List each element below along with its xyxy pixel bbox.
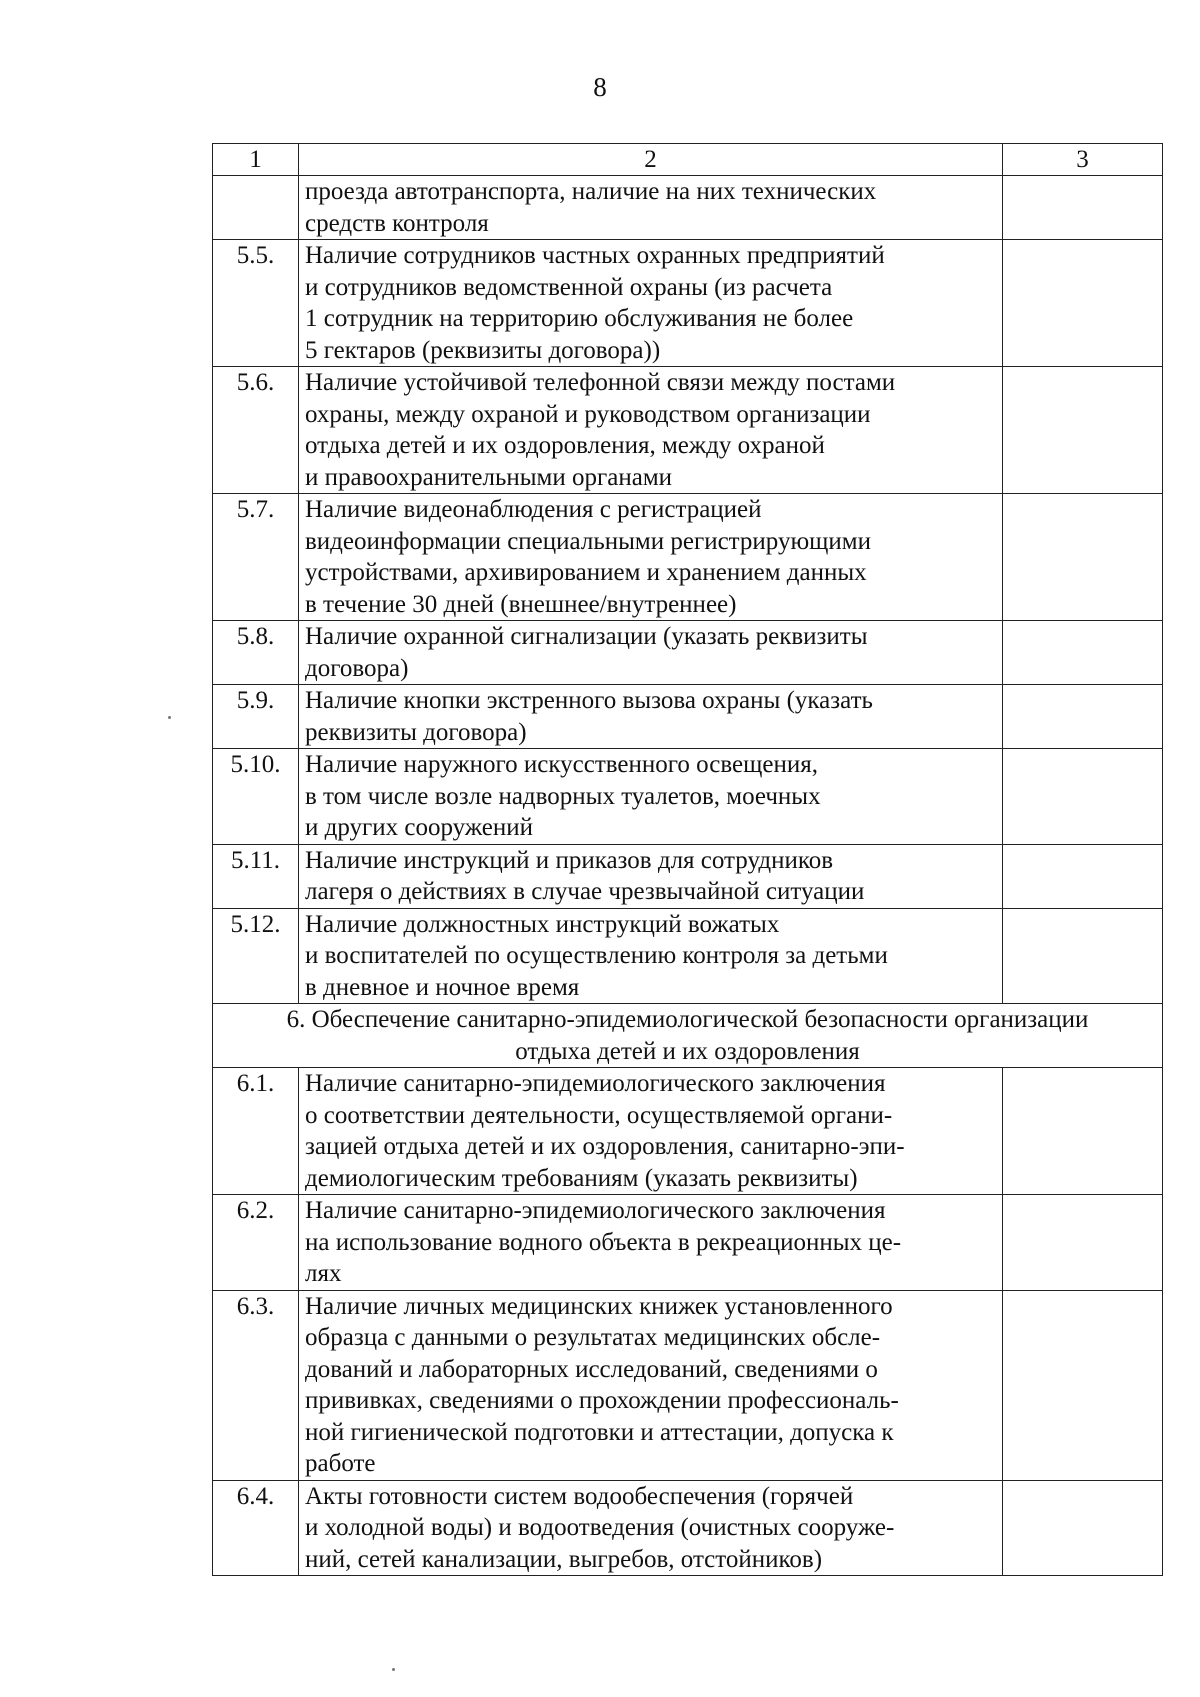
item-number: 6.4. xyxy=(213,1480,299,1576)
item-description-line: зацией отдыха детей и их оздоровления, санитарно-эпи- xyxy=(305,1133,905,1160)
table-row xyxy=(213,685,1163,749)
item-description-line: ной гигиенической подготовки и аттестации, допуска к xyxy=(305,1418,894,1446)
item-number: 5.7. xyxy=(213,494,299,621)
item-number: 5.6. xyxy=(213,367,299,494)
item-description-line: Наличие санитарно-эпидемиологического заключения xyxy=(305,1070,886,1097)
item-description-line: Наличие наружного искусственного освещения, xyxy=(305,751,818,778)
header-col-3: 3 xyxy=(1003,144,1163,176)
item-description xyxy=(299,1195,1003,1291)
item-description-line: Наличие личных медицинских книжек установленного xyxy=(305,1292,893,1320)
scan-speck xyxy=(168,716,171,719)
item-description xyxy=(299,908,1003,1004)
item-number xyxy=(213,176,299,240)
item-description-line: о соответствии деятельности, осуществляемой органи- xyxy=(305,1101,893,1129)
item-description-line: проезда автотранспорта, наличие на них технических xyxy=(305,178,877,205)
item-description-line: устройствами, архивированием и хранением данных xyxy=(305,559,867,586)
item-description-line: дований и лабораторных исследований, сведениями о xyxy=(305,1355,878,1383)
item-description xyxy=(299,1290,1003,1480)
item-value-cell xyxy=(1003,621,1163,685)
item-value-cell xyxy=(1003,844,1163,908)
item-number: 5.12. xyxy=(213,908,299,1004)
table-row xyxy=(213,367,1163,494)
scan-speck xyxy=(392,1668,395,1671)
item-number: 5.11. xyxy=(213,844,299,908)
item-value-cell xyxy=(1003,1068,1163,1195)
item-description-line: Наличие устойчивой телефонной связи между постами xyxy=(305,369,896,396)
table-row xyxy=(213,749,1163,845)
item-description-line: реквизиты договора) xyxy=(305,718,527,746)
item-description-line: охраны, между охраной и руководством организации xyxy=(305,400,871,428)
item-description-line: Наличие санитарно-эпидемиологического заключения xyxy=(305,1197,886,1224)
header-col-1: 1 xyxy=(213,144,299,176)
item-description-line: Наличие должностных инструкций вожатых xyxy=(305,910,780,938)
item-description-line: в течение 30 дней (внешнее/внутреннее) xyxy=(305,590,737,618)
item-description-line: Наличие кнопки экстренного вызова охраны (указать xyxy=(305,687,873,714)
item-number: 6.2. xyxy=(213,1195,299,1291)
item-description xyxy=(299,240,1003,367)
item-description-line: и правоохранительными органами xyxy=(305,463,673,491)
item-description xyxy=(299,1068,1003,1195)
item-value-cell xyxy=(1003,749,1163,845)
item-value-cell xyxy=(1003,240,1163,367)
item-description-line: видеоинформации специальными регистрирующими xyxy=(305,527,871,555)
header-col-2: 2 xyxy=(299,144,1003,176)
table-row xyxy=(213,494,1163,621)
item-description xyxy=(299,494,1003,621)
item-number: 6.1. xyxy=(213,1068,299,1195)
item-value-cell xyxy=(1003,1290,1163,1480)
table-row xyxy=(213,1195,1163,1291)
item-description-line: Наличие сотрудников частных охранных предприятий xyxy=(305,242,885,269)
item-value-cell xyxy=(1003,1195,1163,1291)
item-description xyxy=(299,1480,1003,1576)
item-value-cell xyxy=(1003,176,1163,240)
item-description-line: Наличие видеонаблюдения с регистрацией xyxy=(305,496,762,523)
item-description-line: Наличие охранной сигнализации (указать реквизиты xyxy=(305,623,868,650)
item-description xyxy=(299,621,1003,685)
section-heading-line: 6. Обеспечение санитарно-эпидемиологической безопасности организации xyxy=(286,1006,1089,1033)
item-description-line: и холодной воды) и водоотведения (очистных сооруже- xyxy=(305,1514,895,1541)
table-row xyxy=(213,621,1163,685)
item-description-line: 5 гектаров (реквизиты договора)) xyxy=(305,336,661,364)
item-description-line: договора) xyxy=(305,654,409,682)
table-row xyxy=(213,1290,1163,1480)
page-number: 8 xyxy=(593,72,607,102)
item-description-line: и сотрудников ведомственной охраны (из расчета xyxy=(305,273,833,301)
item-description xyxy=(299,749,1003,845)
item-value-cell xyxy=(1003,908,1163,1004)
item-description-line: лагеря о действиях в случае чрезвычайной ситуации xyxy=(305,878,865,905)
item-description-line: на использование водного объекта в рекреационных це- xyxy=(305,1228,902,1256)
table-row xyxy=(213,1480,1163,1576)
item-number: 6.3. xyxy=(213,1290,299,1480)
item-description-line: демиологическим требованиям (указать реквизиты) xyxy=(305,1164,858,1192)
item-description xyxy=(299,176,1003,240)
section-heading-row xyxy=(213,1004,1163,1068)
item-description-line: средств контроля xyxy=(305,209,489,237)
table-row xyxy=(213,240,1163,367)
section-heading-line: отдыха детей и их оздоровления xyxy=(515,1037,860,1065)
item-description-line: образца с данными о результатах медицинских обсле- xyxy=(305,1324,881,1351)
item-description-line: работе xyxy=(305,1450,376,1477)
item-value-cell xyxy=(1003,367,1163,494)
item-description-line: и других сооружений xyxy=(305,814,534,841)
item-number: 5.9. xyxy=(213,685,299,749)
item-number: 5.5. xyxy=(213,240,299,367)
item-description xyxy=(299,844,1003,908)
item-description-line: и воспитателей по осуществлению контроля за детьми xyxy=(305,942,888,969)
section-heading xyxy=(213,1004,1163,1068)
table-row xyxy=(213,844,1163,908)
item-number: 5.8. xyxy=(213,621,299,685)
checklist-table xyxy=(212,143,1163,1576)
item-description-line: лях xyxy=(305,1260,342,1287)
item-description xyxy=(299,367,1003,494)
item-value-cell xyxy=(1003,685,1163,749)
item-description-line: в том числе возле надворных туалетов, моечных xyxy=(305,782,821,810)
table-row xyxy=(213,1068,1163,1195)
table-row xyxy=(213,176,1163,240)
item-value-cell xyxy=(1003,494,1163,621)
item-description-line: Наличие инструкций и приказов для сотрудников xyxy=(305,846,834,874)
item-description-line: в дневное и ночное время xyxy=(305,973,580,1001)
table-row xyxy=(213,908,1163,1004)
item-description-line: 1 сотрудник на территорию обслуживания не более xyxy=(305,305,854,332)
item-description xyxy=(299,685,1003,749)
item-value-cell xyxy=(1003,1480,1163,1576)
item-description-line: Акты готовности систем водообеспечения (горячей xyxy=(305,1482,854,1510)
table-header-row xyxy=(213,144,1163,176)
item-description-line: ний, сетей канализации, выгребов, отстойников) xyxy=(305,1545,823,1573)
item-number: 5.10. xyxy=(213,749,299,845)
item-description-line: отдыха детей и их оздоровления, между охраной xyxy=(305,432,825,459)
item-description-line: прививках, сведениями о прохождении профессиональ- xyxy=(305,1387,899,1414)
